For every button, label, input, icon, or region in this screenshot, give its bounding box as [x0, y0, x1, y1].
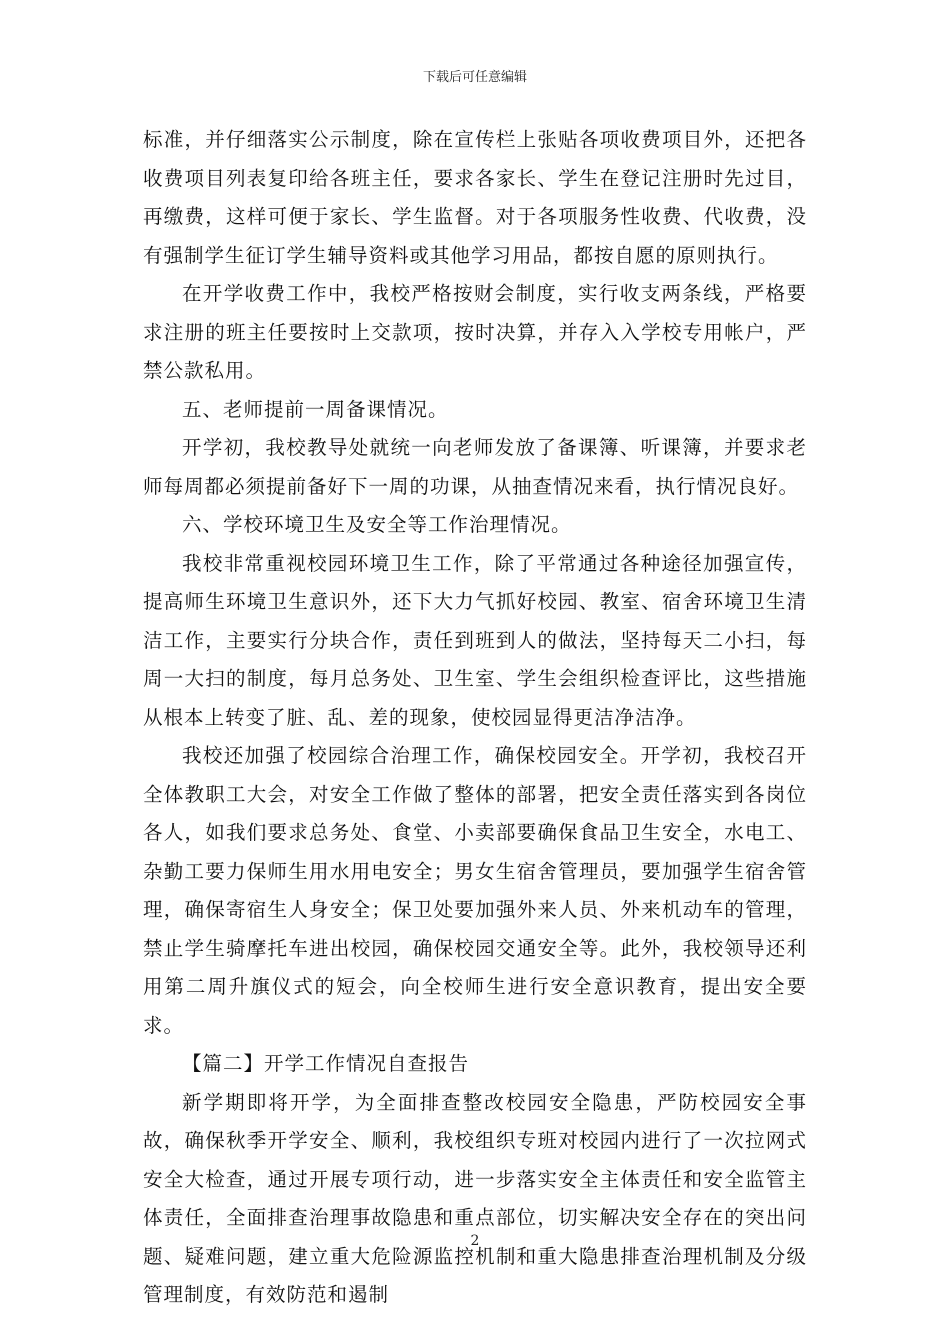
- paragraph-campus-safety: 我校还加强了校园综合治理工作，确保校园安全。开学初，我校召开全体教职工大会，对安全工作做了整体的部署，把安全责任落实到各岗位各人，如我们要求总务处、食堂、小卖部要确保食品卫生安全，水电工、杂勤工要力保师生用水用电安全；男女生宿舍管理员，要加强学生宿舍管理，确保寄宿生人身安全；保卫处要加强外来人员、外来机动车的管理，禁止学生骑摩托车进出校园，确保校园交通安全等。此外，我校领导还利用第二周升旗仪式的短会，向全校师生进行安全意识教育，提出安全要求。: [143, 744, 807, 1037]
- section-heading-lesson-prep: 五、老师提前一周备课情况。: [182, 397, 449, 421]
- page-header-note: 下载后可任意编辑: [422, 70, 527, 85]
- paragraph-fee-collection: 在开学收费工作中，我校严格按财会制度，实行收支两条线，严格要求注册的班主任要按时上交款项，按时决算，并存入入学校专用帐户，严禁公款私用。: [143, 282, 807, 382]
- paragraph-environment-hygiene: 我校非常重视校园环境卫生工作，除了平常通过各种途径加强宣传，提高师生环境卫生意识外，还下大力气抓好校园、教室、宿舍环境卫生清洁工作，主要实行分块合作，责任到班到人的做法，坚持每天二小扫，每周一大扫的制度，每月总务处、卫生室、学生会组织检查评比，这些措施从根本上转变了脏、乱、差的现象，使校园显得更洁净洁净。: [143, 551, 807, 729]
- paragraph-fee-publicity: 标准，并仔细落实公示制度，除在宣传栏上张贴各项收费项目外，还把各收费项目列表复印给各班主任，要求各家长、学生在登记注册时先过目，再缴费，这样可便于家长、学生监督。对于各项服务性收费、代收费，没有强制学生征订学生辅导资料或其他学习用品，都按自愿的原则执行。: [143, 128, 807, 267]
- paragraph-safety-inspection: 新学期即将开学，为全面排查整改校园安全隐患，严防校园安全事故，确保秋季开学安全、顺利，我校组织专班对校园内进行了一次拉网式安全大检查，通过开展专项行动，进一步落实安全主体责任和安全监管主体责任，全面排查治理事故隐患和重点部位，切实解决安全存在的突出问题、疑难问题，建立重大危险源监控机制和重大隐患排查治理机制及分级管理制度，有效防范和遏制: [143, 1090, 807, 1306]
- section-heading-environment-safety: 六、学校环境卫生及安全等工作治理情况。: [182, 513, 572, 536]
- page-number: 2: [470, 1233, 480, 1249]
- document-body: [143, 121, 807, 1315]
- article-title-part-two: 【篇二】开学工作情况自查报告: [182, 1052, 470, 1075]
- paragraph-lesson-prep: 开学初，我校教导处就统一向老师发放了备课簿、听课簿，并要求老师每周都必须提前备好下一周的功课，从抽查情况来看，执行情况良好。: [143, 436, 807, 498]
